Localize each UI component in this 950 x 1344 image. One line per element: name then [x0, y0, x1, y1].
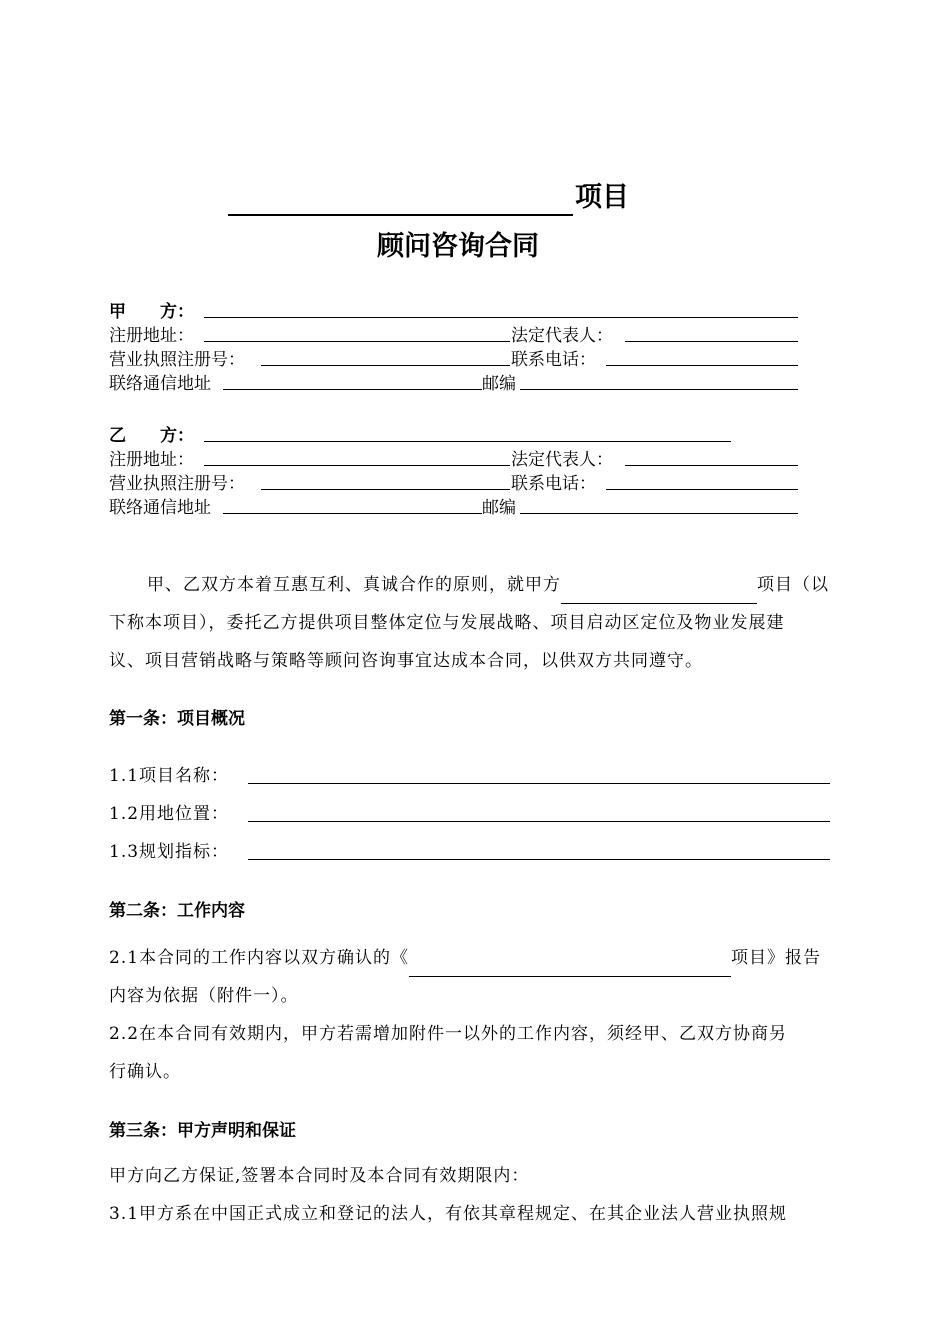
party-a-license-label: 营业执照注册号：: [109, 350, 245, 370]
party-a-legal-rep-label: 法定代表人：: [511, 326, 613, 346]
intro-text-b: 项目（以: [757, 575, 829, 595]
party-b-postcode-blank[interactable]: [520, 513, 798, 514]
intro-line-3: 议、项目营销战略与策略等顾问咨询事宜达成本合同，以供双方共同遵守。: [109, 651, 703, 671]
title-line: [228, 180, 629, 216]
article-3-p1: 3.1甲方系在中国正式成立和登记的法人，有依其章程规定、在其企业法人营业执照规: [109, 1204, 788, 1224]
report-name-blank[interactable]: [409, 954, 731, 977]
article-2-p1-line-1: [109, 939, 821, 977]
title-suffix: 项目: [575, 182, 629, 213]
party-b-label: 乙 方：: [109, 426, 194, 446]
article-2-p1-text-a: 2.1本合同的工作内容以双方确认的《: [109, 948, 410, 968]
party-b-license-label: 营业执照注册号：: [109, 474, 245, 494]
party-a-mail-address-blank[interactable]: [223, 389, 482, 390]
party-b-reg-address-blank[interactable]: [204, 465, 510, 466]
party-a-phone-blank[interactable]: [606, 365, 798, 366]
party-a-reg-address-label: 注册地址：: [109, 326, 194, 346]
party-a-reg-address-blank[interactable]: [204, 341, 510, 342]
party-b-reg-address-label: 注册地址：: [109, 450, 194, 470]
site-location-field[interactable]: [248, 821, 830, 822]
article-1-item-2: 1.2用地位置：: [109, 804, 230, 824]
party-b-mail-address-label: 联络通信地址: [109, 498, 211, 518]
party-a-phone-label: 联系电话：: [511, 350, 596, 370]
party-b-mail-address-blank[interactable]: [223, 513, 482, 514]
party-a-legal-rep-blank[interactable]: [625, 341, 798, 342]
party-a-name-blank[interactable]: [204, 317, 798, 318]
party-b-name-blank[interactable]: [204, 441, 731, 442]
intro-line-2: 下称本项目），委托乙方提供项目整体定位与发展战略、项目启动区定位及物业发展建: [109, 613, 785, 633]
party-b-legal-rep-blank[interactable]: [625, 465, 798, 466]
party-b-license-blank[interactable]: [261, 489, 510, 490]
party-b-phone-label: 联系电话：: [511, 474, 596, 494]
planning-index-field[interactable]: [248, 859, 830, 860]
party-b-phone-blank[interactable]: [606, 489, 798, 490]
article-2-heading: 第二条：工作内容: [109, 901, 245, 921]
article-1-item-1: 1.1项目名称：: [109, 766, 230, 786]
page-title: 顾问咨询合同: [377, 231, 539, 262]
intro-text-a: 甲、乙双方本着互惠互利、真诚合作的原则，就甲方: [147, 575, 561, 595]
article-2-p1-text-b: 项目》报告: [731, 948, 822, 968]
article-3-p0: 甲方向乙方保证,签署本合同时及本合同有效期限内：: [109, 1166, 530, 1186]
party-b-postcode-label: 邮编: [482, 498, 516, 518]
article-3-heading: 第三条：甲方声明和保证: [109, 1121, 296, 1141]
article-2-p1-line-2: 内容为依据（附件一）。: [109, 986, 299, 1006]
article-1-item-3: 1.3规划指标：: [109, 842, 230, 862]
party-a-postcode-label: 邮编: [482, 374, 516, 394]
project-name-blank[interactable]: [228, 184, 573, 216]
party-b-legal-rep-label: 法定代表人：: [511, 450, 613, 470]
article-2-p2-line-2: 行确认。: [109, 1062, 181, 1082]
party-a-label: 甲 方：: [109, 302, 194, 322]
article-2-p2-line-1: 2.2在本合同有效期内，甲方若需增加附件一以外的工作内容，须经甲、乙双方协商另: [109, 1024, 788, 1044]
project-name-field[interactable]: [248, 783, 830, 784]
article-1-heading: 第一条：项目概况: [109, 709, 245, 729]
intro-project-blank[interactable]: [561, 581, 757, 604]
intro-line-1: [147, 566, 829, 604]
party-a-license-blank[interactable]: [261, 365, 510, 366]
party-a-mail-address-label: 联络通信地址: [109, 374, 211, 394]
party-a-postcode-blank[interactable]: [520, 389, 798, 390]
